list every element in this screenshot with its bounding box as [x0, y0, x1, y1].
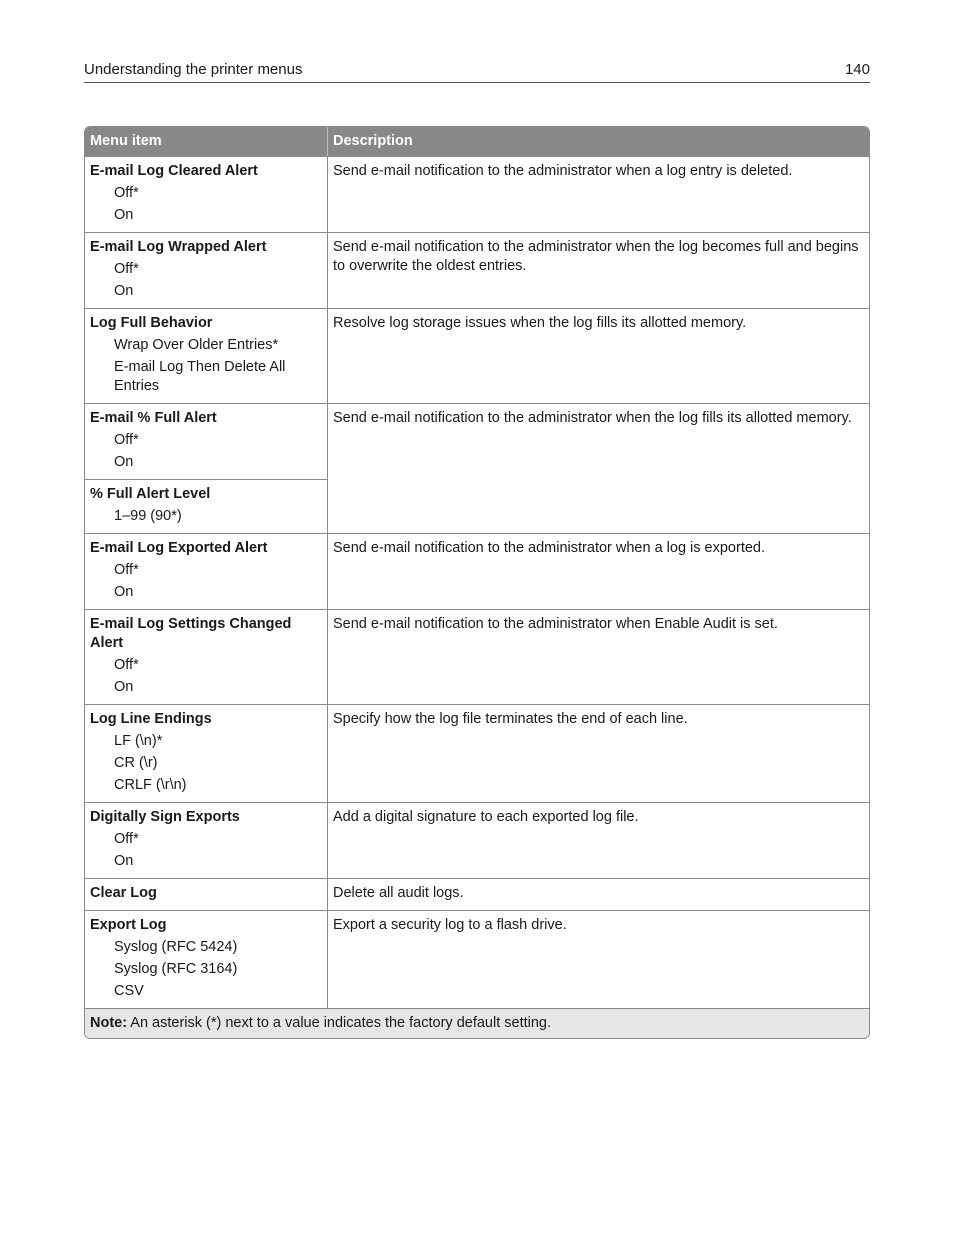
page-number: 140 — [844, 61, 870, 78]
note-text: An asterisk (*) next to a value indicates the factory default setting. — [127, 1015, 552, 1031]
description-cell: Send e-mail notification to the administrator when a log is exported. — [328, 533, 869, 609]
menu-item-option: E-mail Log Then Delete All Entries — [114, 359, 286, 394]
note-label: Note: — [90, 1015, 128, 1031]
menu-item-cell — [85, 232, 328, 308]
menu-item-name: E-mail Log Cleared Alert — [90, 163, 258, 179]
table-row — [85, 308, 869, 403]
menu-table — [84, 126, 870, 1039]
column-header-description: Description — [328, 127, 869, 156]
table-row — [85, 156, 869, 232]
menu-item-option: Off* — [114, 657, 139, 673]
description-cell: Send e-mail notification to the administrator when the log fills its allotted memory. — [328, 403, 869, 533]
description-cell: Export a security log to a flash drive. — [328, 910, 869, 1008]
menu-item-option: LF (\n)* — [114, 733, 163, 749]
menu-item-option: Syslog (RFC 3164) — [114, 961, 238, 977]
menu-item-cell — [85, 533, 328, 609]
menu-item-option: On — [114, 283, 134, 299]
menu-item-option: CSV — [114, 983, 144, 999]
menu-item-option: On — [114, 454, 134, 470]
menu-item-name: Log Full Behavior — [90, 315, 213, 331]
table-row — [85, 533, 869, 609]
table-row — [85, 232, 869, 308]
menu-item-option: On — [114, 679, 134, 695]
menu-item-cell — [85, 609, 328, 704]
menu-item-name: Clear Log — [90, 885, 157, 901]
menu-item-option: Syslog (RFC 5424) — [114, 939, 238, 955]
menu-item-cell — [85, 156, 328, 232]
table-row — [85, 403, 869, 479]
description-cell: Send e-mail notification to the administrator when Enable Audit is set. — [328, 609, 869, 704]
description-cell: Send e-mail notification to the administrator when a log entry is deleted. — [328, 156, 869, 232]
menu-item-option: Wrap Over Older Entries* — [114, 337, 279, 353]
menu-item-cell — [85, 878, 328, 910]
page-header — [84, 61, 870, 83]
menu-item-cell — [85, 910, 328, 1008]
page-header-title: Understanding the printer menus — [84, 61, 303, 78]
menu-item-name: E-mail % Full Alert — [90, 410, 217, 426]
menu-item-cell — [85, 403, 328, 479]
menu-item-cell — [85, 479, 328, 533]
note-cell — [85, 1008, 869, 1038]
table-row — [85, 802, 869, 878]
menu-item-name: E-mail Log Exported Alert — [90, 540, 268, 556]
description-cell: Delete all audit logs. — [328, 878, 869, 910]
menu-item-option: On — [114, 207, 134, 223]
table-row — [85, 609, 869, 704]
table-row — [85, 910, 869, 1008]
menu-item-cell — [85, 802, 328, 878]
menu-item-name: E-mail Log Settings Changed Alert — [90, 616, 292, 651]
menu-item-option: CRLF (\r\n) — [114, 777, 187, 793]
description-cell: Send e-mail notification to the administrator when the log becomes full and begins to overwrite the oldest entries. — [328, 232, 869, 308]
description-cell: Specify how the log file terminates the end of each line. — [328, 704, 869, 802]
menu-item-option: On — [114, 853, 134, 869]
column-header-menu-item: Menu item — [85, 127, 328, 156]
menu-item-option: Off* — [114, 185, 139, 201]
menu-item-name: Log Line Endings — [90, 711, 212, 727]
menu-item-name: Digitally Sign Exports — [90, 809, 240, 825]
table-header-row — [85, 127, 869, 156]
table-row — [85, 878, 869, 910]
menu-item-cell — [85, 308, 328, 403]
menu-item-name: % Full Alert Level — [90, 486, 211, 502]
menu-item-option: 1–99 (90*) — [114, 508, 182, 524]
menu-item-name: E-mail Log Wrapped Alert — [90, 239, 267, 255]
note-row — [85, 1008, 869, 1038]
menu-item-option: Off* — [114, 831, 139, 847]
menu-item-option: Off* — [114, 432, 139, 448]
table-row — [85, 704, 869, 802]
description-cell: Resolve log storage issues when the log fills its allotted memory. — [328, 308, 869, 403]
menu-item-cell — [85, 704, 328, 802]
menu-item-option: Off* — [114, 261, 139, 277]
menu-item-option: CR (\r) — [114, 755, 158, 771]
menu-item-name: Export Log — [90, 917, 167, 933]
menu-item-option: Off* — [114, 562, 139, 578]
description-cell: Add a digital signature to each exported log file. — [328, 802, 869, 878]
menu-item-option: On — [114, 584, 134, 600]
